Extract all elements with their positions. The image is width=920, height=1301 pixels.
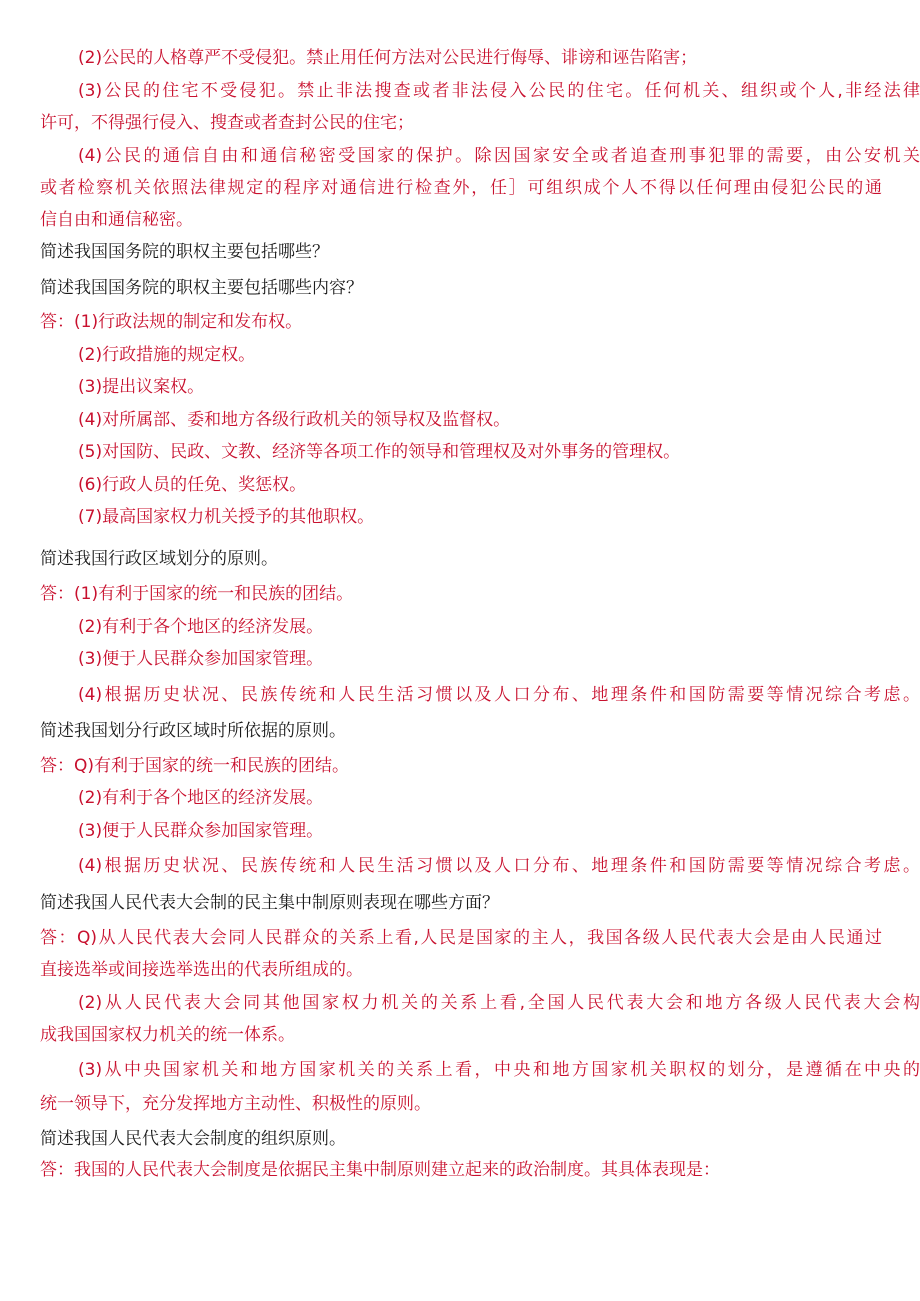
answer-line: (4)公民的通信自由和通信秘密受国家的保护。除因国家安全或者追查刑事犯罪的需要，由公安机关: [78, 146, 920, 166]
answer-line: (5)对国防、民政、文教、经济等各项工作的领导和管理权及对外事务的管理权。: [78, 442, 681, 462]
answer-line: (3)便于人民群众参加国家管理。: [78, 821, 324, 841]
answer-line: (7)最高国家权力机关授予的其他职权。: [78, 507, 375, 527]
answer-line: (4)根据历史状况、民族传统和人民生活习惯以及人口分布、地理条件和国防需要等情况综合考虑。: [78, 685, 920, 705]
answer-line: (4)对所属部、委和地方各级行政机关的领导权及监督权。: [78, 410, 511, 430]
question-heading: 简述我国人民代表大会制度的组织原则。: [40, 1129, 346, 1149]
answer-line: 答：Q)有利于国家的统一和民族的团结。: [40, 756, 350, 776]
answer-line: 信自由和通信秘密。: [40, 210, 193, 230]
answer-line: (3)便于人民群众参加国家管理。: [78, 649, 324, 669]
answer-line: 统一领导下，充分发挥地方主动性、积极性的原则。: [40, 1094, 431, 1114]
question-heading: 简述我国行政区域划分的原则。: [40, 549, 278, 569]
question-heading: 简述我国人民代表大会制的民主集中制原则表现在哪些方面？: [40, 893, 499, 913]
answer-line: (3)公民的住宅不受侵犯。禁止非法搜查或者非法侵入公民的住宅。任何机关、组织或个人,非经法律: [78, 81, 920, 101]
answer-line: 答：Q)从人民代表大会同人民群众的关系上看,人民是国家的主人，我国各级人民代表大会是由人民通过: [40, 928, 882, 948]
question-heading: 简述我国划分行政区域时所依据的原则。: [40, 721, 346, 741]
answer-line: (4)根据历史状况、民族传统和人民生活习惯以及人口分布、地理条件和国防需要等情况综合考虑。: [78, 856, 920, 876]
answer-line: 许可，不得强行侵入、搜查或者查封公民的住宅；: [40, 113, 414, 133]
answer-line: (2)有利于各个地区的经济发展。: [78, 617, 324, 637]
answer-line: (2)公民的人格尊严不受侵犯。禁止用任何方法对公民进行侮辱、诽谤和诬告陷害；: [78, 48, 698, 68]
answer-line: (2)从人民代表大会同其他国家权力机关的关系上看,全国人民代表大会和地方各级人民代表大会构: [78, 993, 920, 1013]
question-heading: 简述我国国务院的职权主要包括哪些？: [40, 242, 329, 262]
answer-line: (2)有利于各个地区的经济发展。: [78, 788, 324, 808]
answer-line: 成我国国家权力机关的统一体系。: [40, 1025, 295, 1045]
answer-line: 直接选举或间接选举选出的代表所组成的。: [40, 960, 363, 980]
answer-line: 或者检察机关依照法律规定的程序对通信进行检查外，任］可组织成个人不得以任何理由侵犯公民的通: [40, 178, 882, 198]
answer-line: (3)提出议案权。: [78, 377, 205, 397]
answer-line: (6)行政人员的任免、奖惩权。: [78, 475, 307, 495]
answer-line: 答：我国的人民代表大会制度是依据民主集中制原则建立起来的政治制度。其具体表现是：: [40, 1160, 720, 1180]
answer-line: (2)行政措施的规定权。: [78, 345, 256, 365]
answer-line: (3)从中央国家机关和地方国家机关的关系上看，中央和地方国家机关职权的划分，是遵循在中央的: [78, 1060, 920, 1080]
answer-line: 答：(1)行政法规的制定和发布权。: [40, 312, 303, 332]
question-heading: 简述我国国务院的职权主要包括哪些内容？: [40, 278, 363, 298]
answer-line: 答：(1)有利于国家的统一和民族的团结。: [40, 584, 354, 604]
